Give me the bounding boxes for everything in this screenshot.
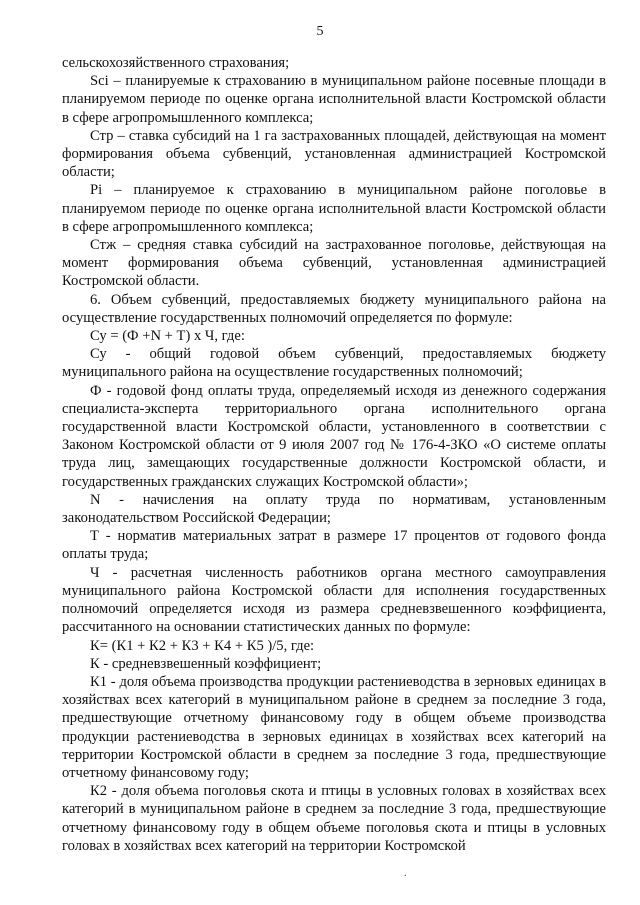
paragraph: сельскохозяйственного страхования; [62, 55, 290, 71]
paragraph: Pi – планируемое к страхованию в муниципальном районе поголовье в планируемом периоде по оценке органа исполнительной власти Костромской области в сфере агропромышленного комплекса; [62, 182, 606, 235]
paragraph: N - начисления на оплату труда по нормативам, установленным законодательством Российской Федерации; [62, 491, 606, 527]
paragraph: 6. Объем субвенций, предоставляемых бюджету муниципального района на осуществление государственных полномочий определяется по формуле: [62, 291, 606, 326]
paragraph: К1 - доля объема производства продукции растениеводства в зерновых единицах в хозяйствах всех категорий в муниципальном районе в среднем за последние 3 года, предшествующие отчетному финансовому году в общем объеме производства продукции растениеводства в зерновых единицах в хозяйствах всех категорий на территории Костромской области в среднем за последние 3 года, предшествующие отчетному финансовому году; [62, 673, 606, 781]
paragraph: Стж – средняя ставка субсидий на застрахованное поголовье, действующая на момент формирования объема субвенций, установленная администрацией Костромской области. [62, 237, 606, 290]
formula: К= (К1 + К2 + К3 + К4 + К5 )/5, где: [90, 637, 315, 654]
paragraph: К2 - доля объема поголовья скота и птицы в условных головах в хозяйствах всех категорий в муниципальном районе в среднем за последние 3 года, предшествующие отчетному финансовому году в общем объеме поголовья скота и птицы в условных головах в хозяйствах всех категорий на территории Костромской [62, 783, 606, 854]
paragraph: Стр – ставка субсидий на 1 га застрахованных площадей, действующая на момент формирования объема субвенций, установленная администрацией Костромской области; [62, 127, 606, 181]
formula: Су = (Ф +N + Т) х Ч, где: [90, 328, 245, 345]
page-number: 5 [316, 24, 324, 39]
paragraph: Т - норматив материальных затрат в размере 17 процентов от годового фонда оплаты труда; [62, 528, 606, 563]
body-text [62, 54, 606, 855]
footer-mark: . [404, 868, 407, 879]
paragraph: Ф - годовой фонд оплаты труда, определяемый исходя из денежного содержания специалиста-эксперта территориального органа исполнительного органа государственной власти Костромской области, установленного в соответствии с Законом Костромской области от 9 июля 2007 год № 176-4-ЗКО «О системе оплаты труда лиц, замещающих государственные должности Костромской области, и государственных гражданских служащих Костромской области»; [62, 382, 606, 490]
paragraph: Су - общий годовой объем субвенций, предоставляемых бюджету муниципального района на осуществление государственных полномочий; [62, 346, 606, 381]
paragraph: К - средневзвешенный коэффициент; [90, 655, 322, 672]
paragraph: Ч - расчетная численность работников органа местного самоуправления муниципального района Костромской области для исполнения государственных полномочий определяется исходя из размера средневзвешенного коэффициента, рассчитанного на основании статистических данных по формуле: [62, 564, 606, 636]
paragraph: Sci – планируемые к страхованию в муниципальном районе посевные площади в планируемом периоде по оценке органа исполнительной власти Костромской области в сфере агропромышленного комплекса; [62, 73, 606, 126]
